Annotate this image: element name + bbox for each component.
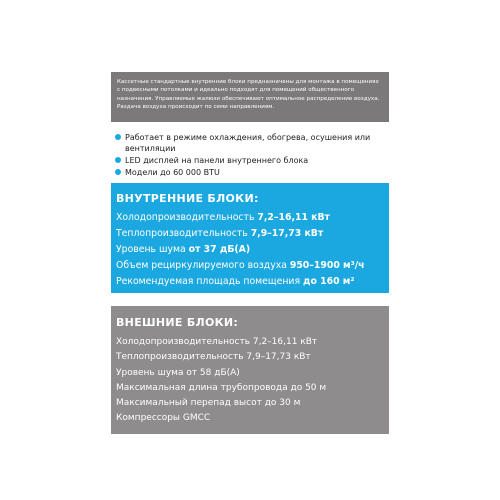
- feature-list: [111, 132, 391, 179]
- feature-text: Модели до 60 000 BTU: [125, 168, 220, 177]
- spec-label: Объем рециркулируемого воздуха: [116, 260, 290, 271]
- indoor-spec-item: [116, 210, 389, 226]
- feature-item: [111, 132, 391, 154]
- spec-label: Уровень шума: [116, 244, 189, 255]
- outdoor-units-panel: [111, 306, 389, 434]
- bullet-dot-icon: [115, 157, 121, 163]
- feature-text: LED дисплей на панели внутреннего блока: [125, 156, 309, 165]
- indoor-units-panel: [111, 183, 389, 293]
- feature-text: Работает в режиме охлаждения, обогрева, осушения или вентиляции: [125, 133, 371, 153]
- feature-item: [111, 167, 391, 178]
- outdoor-spec-item: Теплопроизводительность 7,9–17,73 кВт: [116, 352, 311, 363]
- outdoor-spec-item: Максимальный перепад высот до 30 м: [116, 398, 301, 409]
- indoor-spec-item: [116, 258, 389, 274]
- intro-text: Кассетные стандартные внутренние блоки предназначены для монтажа в помещениях с подвесными потолками и идеально подходят для помещений общественного назначения. Управляемые жалюзи обеспечивают оптимальное распределение воздуха. Раздача воздуха происходит по семи направлениям.: [111, 72, 389, 122]
- outdoor-spec-list: [116, 335, 389, 427]
- indoor-spec-list: [116, 210, 389, 290]
- bullet-dot-icon: [115, 134, 121, 140]
- spec-label: Холодопроизводительность: [116, 212, 258, 223]
- outdoor-units-title: ВНЕШНИЕ БЛОКИ:: [116, 316, 239, 329]
- outdoor-spec-item: Компрессоры GMCC: [116, 413, 211, 424]
- feature-item: [111, 155, 391, 166]
- outdoor-spec-item: Холодопроизводительность 7,2–16,11 кВт: [116, 337, 318, 347]
- indoor-spec-item: [116, 274, 389, 290]
- bullet-dot-icon: [115, 169, 121, 175]
- indoor-units-title: ВНУТРЕННИЕ БЛОКИ:: [116, 192, 259, 205]
- outdoor-spec-item: Максимальная длина трубопровода до 50 м: [116, 382, 327, 393]
- outdoor-spec-item: Уровень шума от 58 дБ(А): [116, 367, 240, 378]
- spec-value: 7,9–17,73 кВт: [250, 228, 324, 239]
- spec-value: 950–1900 м³/ч: [289, 260, 365, 271]
- indoor-spec-item: [116, 242, 389, 258]
- indoor-spec-item: [116, 226, 389, 242]
- spec-value: до 160 м²: [303, 276, 355, 287]
- spec-label: Теплопроизводительность: [116, 228, 251, 239]
- spec-value: от 37 дБ(А): [188, 244, 251, 255]
- spec-label: Рекомендуемая площадь помещения: [116, 276, 304, 287]
- spec-value: 7,2–16,11 кВт: [257, 212, 330, 223]
